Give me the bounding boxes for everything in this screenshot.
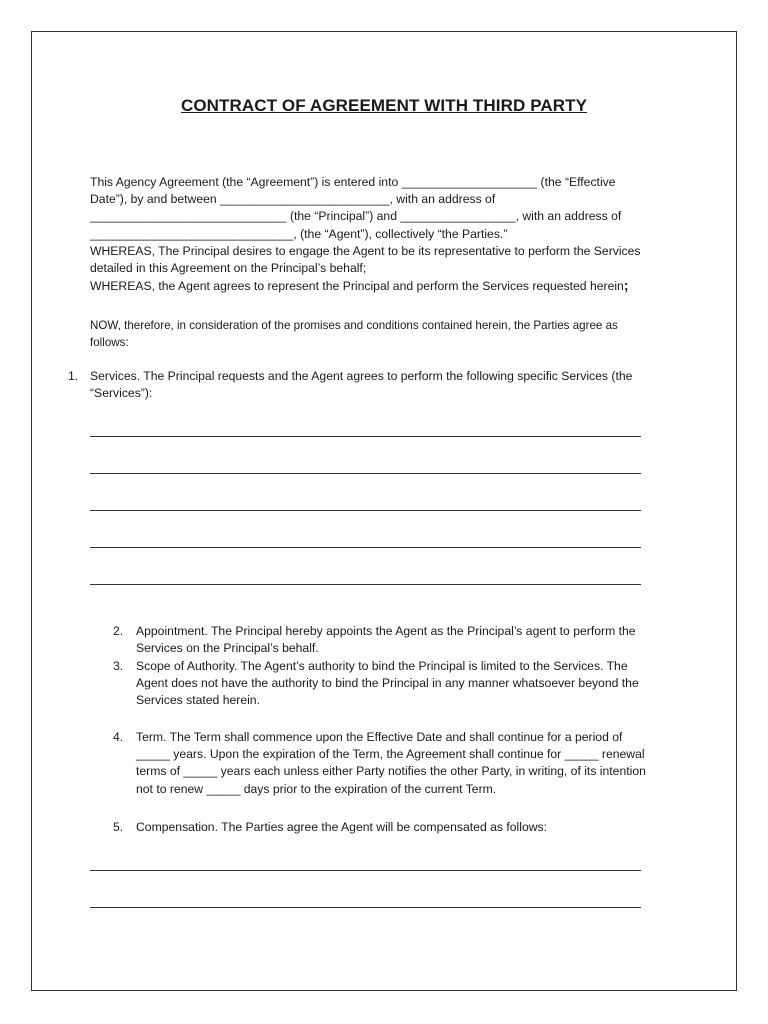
term-clause <box>136 729 676 798</box>
intro-paragraph <box>90 174 680 295</box>
compensation-blank-line[interactable] <box>90 870 641 871</box>
item-number: 4. <box>113 730 124 744</box>
intro-line: Date”), by and between _________________________, with an address of <box>90 192 496 207</box>
services-blank-line[interactable] <box>90 547 641 548</box>
services-blank-line[interactable] <box>90 584 641 585</box>
item-number: 1. <box>68 369 79 383</box>
services-blank-line[interactable] <box>90 473 641 474</box>
now-line: follows: <box>90 336 129 350</box>
compensation-clause <box>136 819 676 836</box>
whereas-clause: WHEREAS, The Principal desires to engage the Agent to be its representative to perform the Services <box>90 243 641 258</box>
now-therefore-paragraph <box>90 317 680 351</box>
intro-line: _____________________________ (the “Principal”) and _________________, with an address of <box>90 209 622 224</box>
clause-line: terms of _____ years each unless either Party notifies the other Party, in writing, of its intention <box>136 764 646 779</box>
whereas-clause: detailed in this Agreement on the Principal’s behalf; <box>90 261 367 276</box>
whereas-clause: WHEREAS, the Agent agrees to represent the Principal and perform the Services requested herein <box>90 279 624 294</box>
item-number: 5. <box>113 820 124 834</box>
item-number: 3. <box>113 659 124 673</box>
clause-line: Appointment. The Principal hereby appoints the Agent as the Principal’s agent to perform the <box>136 624 636 638</box>
clause-line: Compensation. The Parties agree the Agent will be compensated as follows: <box>136 820 547 834</box>
clause-line: Services on the Principal’s behalf. <box>136 641 319 656</box>
clause-line: _____ years. Upon the expiration of the Term, the Agreement shall continue for _____ renewal <box>136 747 645 762</box>
services-clause <box>90 368 680 402</box>
semicolon: ; <box>623 277 629 294</box>
item-number: 2. <box>113 624 124 638</box>
compensation-blank-line[interactable] <box>90 907 641 908</box>
document-page <box>31 31 737 991</box>
clause-line: Term. The Term shall commence upon the Effective Date and shall continue for a period of <box>136 730 623 744</box>
clause-line: Scope of Authority. The Agent’s authority to bind the Principal is limited to the Services. The <box>136 659 628 673</box>
clause-line: not to renew _____ days prior to the expiration of the current Term. <box>136 781 497 796</box>
appointment-clause <box>136 623 676 657</box>
clause-line: Services. The Principal requests and the Agent agrees to perform the following specific Services (the <box>90 369 633 383</box>
clause-line: “Services”): <box>90 386 153 401</box>
intro-line: ______________________________, (the “Agent”), collectively “the Parties.” <box>90 226 508 241</box>
scope-of-authority-clause <box>136 658 676 710</box>
services-blank-line[interactable] <box>90 436 641 437</box>
now-line: NOW, therefore, in consideration of the promises and conditions contained herein, the Parties agree as <box>90 319 618 332</box>
document-title: CONTRACT OF AGREEMENT WITH THIRD PARTY <box>180 96 588 115</box>
clause-line: Agent does not have the authority to bind the Principal in any manner whatsoever beyond the <box>136 676 639 691</box>
clause-line: Services stated herein. <box>136 693 260 708</box>
services-blank-line[interactable] <box>90 510 641 511</box>
intro-line: This Agency Agreement (the “Agreement”) is entered into ____________________ (the “Effective <box>90 175 616 189</box>
